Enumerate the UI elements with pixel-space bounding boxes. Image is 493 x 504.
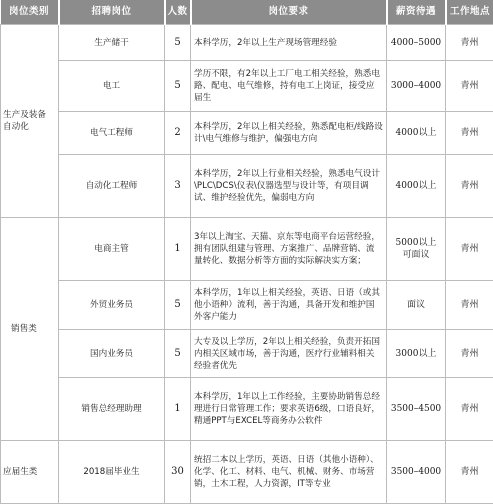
table-row <box>1 155 493 218</box>
salary-cell: 3000以上 <box>387 330 446 378</box>
count-cell: 1 <box>165 378 191 441</box>
location-cell: 青州 <box>446 25 493 61</box>
position-cell: 电商主管 <box>59 218 165 281</box>
salary-cell: 3500–4000 <box>387 441 446 504</box>
salary-cell: 4000以上 <box>387 155 446 218</box>
table-row <box>1 330 493 378</box>
salary-cell: 3000–4000 <box>387 61 446 112</box>
position-cell: 国内业务员 <box>59 330 165 378</box>
category-label: 应届生类 <box>3 466 55 478</box>
count-cell: 5 <box>165 25 191 61</box>
table-row <box>1 281 493 330</box>
position-cell: 电气工程师 <box>59 112 165 155</box>
table-row <box>1 61 493 112</box>
location-cell: 青州 <box>446 112 493 155</box>
category-label: 销售类 <box>11 323 55 335</box>
requirement-cell: 本科学历，2年以上生产现场管理经验 <box>191 25 387 61</box>
count-cell: 30 <box>165 441 191 504</box>
count-cell: 5 <box>165 281 191 330</box>
location-cell: 青州 <box>446 218 493 281</box>
header-salary: 薪资待遇 <box>387 0 446 25</box>
requirement-cell: 本科学历，1年以上工作经验，主要协助销售总经理进行日常管理工作；要求英语6级，口语良好，精通PPT与EXCEL等商务办公软件 <box>191 378 387 441</box>
location-cell: 青州 <box>446 61 493 112</box>
requirement-cell: 3年以上淘宝、天猫、京东等电商平台运营经验，拥有团队组建与管理、方案推广、品牌营销、流量转化、数据分析等方面的实际解决实方案； <box>191 218 387 281</box>
position-cell: 生产储干 <box>59 25 165 61</box>
category-cell <box>1 25 59 218</box>
location-cell: 青州 <box>446 378 493 441</box>
table-row <box>1 441 493 504</box>
count-cell: 3 <box>165 155 191 218</box>
location-cell: 青州 <box>446 155 493 218</box>
category-label: 生产及装备 自动化 <box>3 109 55 133</box>
count-cell: 5 <box>165 330 191 378</box>
category-cell <box>1 441 59 504</box>
requirement-cell: 本科学历，2年以上相关经验，熟悉配电柜/线路设计\电气维修与维护，偏强电方向 <box>191 112 387 155</box>
salary-cell: 面议 <box>387 281 446 330</box>
count-cell: 5 <box>165 61 191 112</box>
category-cell <box>1 218 59 441</box>
location-cell: 青州 <box>446 281 493 330</box>
header-location: 工作地点 <box>446 0 493 25</box>
salary-cell: 4000以上 <box>387 112 446 155</box>
table-row <box>1 378 493 441</box>
requirement-cell: 学历不限，有2年以上工厂电工相关经验，熟悉电路、配电、电气维修，持有电工上岗证，接受应届生 <box>191 61 387 112</box>
salary-text: 5000以上 可面议 <box>390 237 442 261</box>
header-category: 岗位类别 <box>1 0 59 25</box>
header-requirement: 岗位要求 <box>191 0 387 25</box>
salary-cell: 4000–5000 <box>387 25 446 61</box>
table-row <box>1 25 493 61</box>
requirement-cell: 大专及以上学历，2年以上相关经验，负责开拓国内相关区域市场，善于沟通，医疗行业辅料相关经验者优先 <box>191 330 387 378</box>
position-cell: 2018届毕业生 <box>59 441 165 504</box>
requirement-cell: 统招二本以上学历，英语、日语（其他小语种）、化学、化工、材料、电气、机械、财务、市场营销，土木工程，人力资源，IT等专业 <box>191 441 387 504</box>
requirement-cell: 本科学历，1年以上相关经验，英语、日语（或其他小语种）流利，善于沟通，具备开发和维护国外客户能力 <box>191 281 387 330</box>
table-row <box>1 112 493 155</box>
salary-cell <box>387 218 446 281</box>
location-cell: 青州 <box>446 441 493 504</box>
count-cell: 1 <box>165 218 191 281</box>
location-cell: 青州 <box>446 330 493 378</box>
header-position: 招聘岗位 <box>59 0 165 25</box>
position-cell: 自动化工程师 <box>59 155 165 218</box>
position-cell: 外贸业务员 <box>59 281 165 330</box>
requirement-cell: 本科学历，2年以上行业相关经验，熟悉电气设计\PLC\DCS\仪表\仪器选型与设计等，有项目调试、维护经验优先，偏弱电方向 <box>191 155 387 218</box>
salary-cell: 3500–4500 <box>387 378 446 441</box>
table-row <box>1 218 493 281</box>
table-header-row <box>1 0 493 25</box>
position-cell: 电工 <box>59 61 165 112</box>
header-count: 人数 <box>165 0 191 25</box>
position-cell: 销售总经理助理 <box>59 378 165 441</box>
count-cell: 2 <box>165 112 191 155</box>
